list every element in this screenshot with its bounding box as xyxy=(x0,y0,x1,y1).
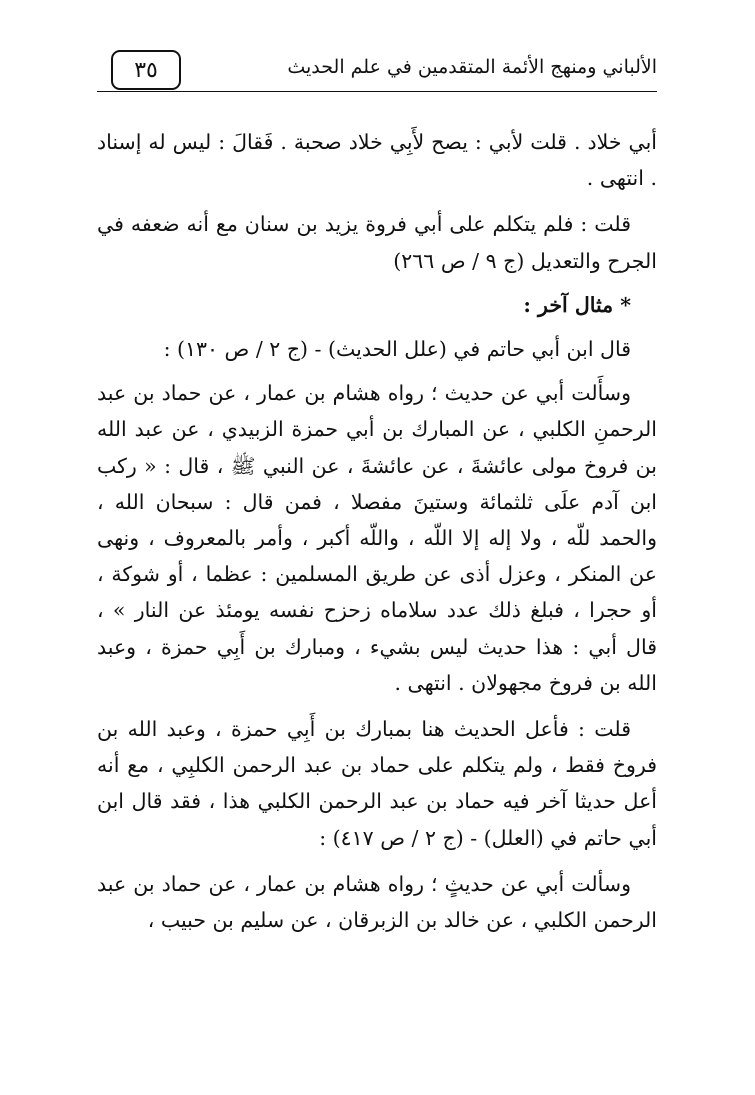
paragraph-hadith-2: وسألت أبي عن حديثٍ ؛ رواه هشام بن عمار ، عن حماد بن عبد الرحمن الكلبي ، عن خالد بن الزبرقان ، عن سليم بن حبيب ، xyxy=(97,871,657,933)
page-number: ٣٥ xyxy=(134,57,158,83)
paragraph-comment-1: قلت : فلم يتكلم على أبي فروة يزيد بن سنان مع أنه ضعفه في الجرح والتعديل (ج ٩ / ص ٢٦٦) xyxy=(97,212,657,273)
paragraph-continuation: أبي خلاد . قلت لأبي : يصح لأَبِي خلاد صحبة . فَقالَ : ليس له إسناد . انتهى . xyxy=(97,130,657,191)
page-number-badge xyxy=(111,50,181,90)
paragraph-citation-1: قال ابن أبي حاتم في (علل الحديث) - (ج ٢ / ص ١٣٠) : xyxy=(163,337,631,362)
paragraph-comment-2: قلت : فأعل الحديث هنا بمبارك بن أَبِي حمزة ، وعبد الله بن فروخ فقط ، ولم يتكلم على حماد بن عبد الرحمن الكلبِي ، مع أنه أعل حديثا آخر فيه حماد بن عبد الرحمن الكلبي هذا ، فقد قال ابن أبي حاتم في (العلل) - (ج ٢ / ص ٤١٧) : xyxy=(97,717,657,850)
header-divider xyxy=(97,91,657,92)
page-body xyxy=(97,124,657,948)
section-heading: * مثال آخر : xyxy=(523,292,631,317)
paragraph-hadith-1: وسأَلت أبي عن حديث ؛ رواه هشام بن عمار ، عن حماد بن عبد الرحمنِ الكلبي ، عن المبارك بن أبي حمزة الزبيدي ، عن عبد الله بن فروخ مولى عائشةَ ، عن عائشةَ ، عن النبي ﷺ ، قال : « ركب ابن آدم علَى ثلثمائة وستينَ مفصلا ، فمن قال : سبحان الله ، والحمد للّه ، ولا إله إلا اللّه ، واللّه أكبر ، وأمر بالمعروف ، ونهى عن المنكر ، وعزل أذى عن طريق المسلمين : عظما ، أو شوكة ، أو حجرا ، فبلغ ذلك عدد سلاماه زحزح نفسه يومئذ عن النار » ، قال أبي : هذا حديث ليس بشيء ، ومبارك بن أَبِي حمزة ، وعبد الله بن فروخ مجهولان . انتهى . xyxy=(97,381,657,695)
page-header xyxy=(97,40,657,92)
running-title: الألباني ومنهج الأئمة المتقدمين في علم الحديث xyxy=(287,56,657,78)
